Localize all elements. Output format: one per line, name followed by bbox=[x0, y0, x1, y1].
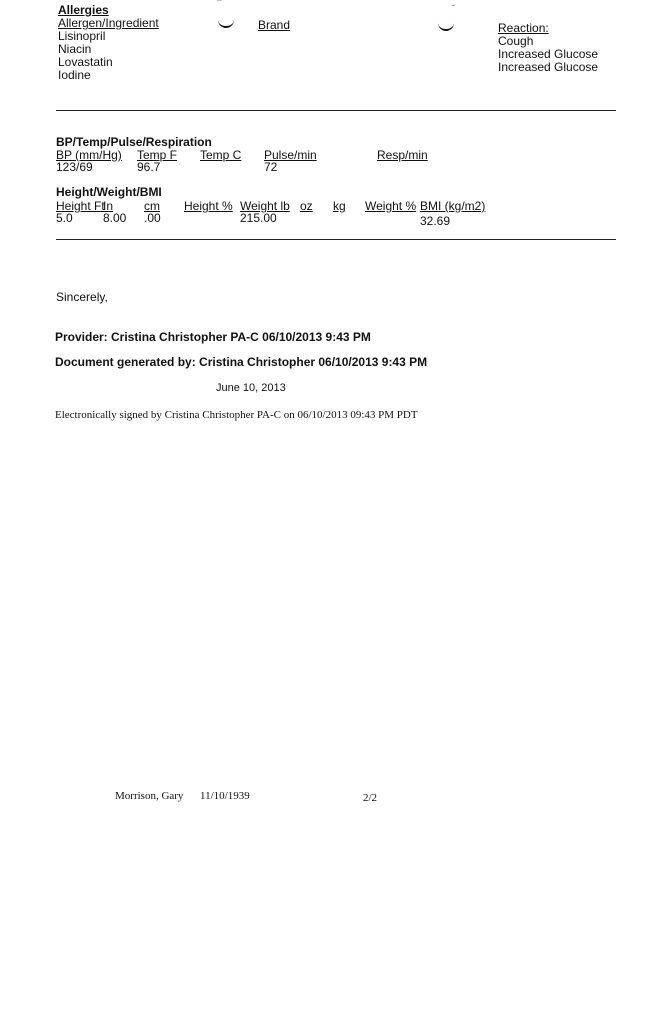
bp-header: BP (mm/Hg) bbox=[56, 148, 122, 162]
patient-name: Morrison, Gary bbox=[115, 790, 184, 802]
allergies-heading: Allergies bbox=[58, 3, 109, 17]
bmi-value: 32.69 bbox=[420, 214, 451, 228]
electronic-signature-line: Electronically signed by Cristina Christopher PA-C on 06/10/2013 09:43 PM PDT bbox=[55, 409, 418, 421]
tempf-value: 96.7 bbox=[137, 160, 161, 174]
tempf-header: Temp F bbox=[137, 148, 178, 162]
height-ft-value: 5.0 bbox=[56, 211, 73, 225]
pulse-value: 72 bbox=[264, 160, 278, 174]
pulse-header: Pulse/min bbox=[264, 148, 317, 162]
tick-mark: ¯ bbox=[217, 0, 222, 9]
brand-column-header: Brand bbox=[258, 18, 291, 32]
weight-pct-header: Weight % bbox=[365, 199, 417, 213]
scan-mark-brand-right bbox=[438, 23, 454, 31]
patient-dob: 11/10/1939 bbox=[200, 790, 250, 802]
scan-mark-brand-left bbox=[218, 20, 234, 28]
height-ft-header: Height Ft bbox=[56, 199, 105, 213]
height-pct-header: Height % bbox=[184, 199, 233, 213]
height-in-value: 8.00 bbox=[103, 211, 127, 225]
allergen-item: Lovastatin bbox=[58, 55, 113, 69]
reaction-column-header: Reaction: bbox=[498, 21, 549, 35]
resp-header: Resp/min bbox=[377, 148, 428, 162]
sincerely-text: Sincerely, bbox=[56, 290, 108, 304]
reaction-item: Cough bbox=[498, 34, 534, 48]
generated-by-line: Document generated by: Cristina Christopher 06/10/2013 9:43 PM bbox=[55, 355, 428, 369]
reaction-item: Increased Glucose bbox=[498, 60, 599, 74]
allergen-item: Lisinopril bbox=[58, 29, 106, 43]
bp-value: 123/69 bbox=[56, 160, 93, 174]
cm-value: .00 bbox=[144, 211, 161, 225]
kg-header: kg bbox=[333, 199, 346, 213]
hw-heading: Height/Weight/BMI bbox=[56, 185, 162, 199]
provider-line: Provider: Cristina Christopher PA-C 06/10/2013 9:43 PM bbox=[55, 330, 371, 344]
page-number: 2/2 bbox=[363, 792, 378, 804]
tempc-header: Temp C bbox=[200, 148, 242, 162]
section-divider bbox=[56, 239, 616, 240]
height-in-header: In bbox=[103, 199, 114, 213]
reaction-item: Increased Glucose bbox=[498, 47, 599, 61]
allergen-column-header: Allergen/Ingredient bbox=[58, 16, 159, 30]
section-divider bbox=[56, 110, 616, 111]
document-date: June 10, 2013 bbox=[216, 382, 286, 394]
oz-header: oz bbox=[300, 199, 313, 213]
allergen-item: Iodine bbox=[58, 68, 91, 82]
weight-lb-value: 215.00 bbox=[240, 211, 277, 225]
cm-header: cm bbox=[144, 199, 160, 213]
vitals-heading: BP/Temp/Pulse/Respiration bbox=[56, 135, 212, 149]
weight-lb-header: Weight lb bbox=[240, 199, 290, 213]
allergen-item: Niacin bbox=[58, 42, 92, 56]
tick-mark: ˇ bbox=[452, 4, 455, 13]
bmi-header: BMI (kg/m2) bbox=[420, 199, 486, 213]
